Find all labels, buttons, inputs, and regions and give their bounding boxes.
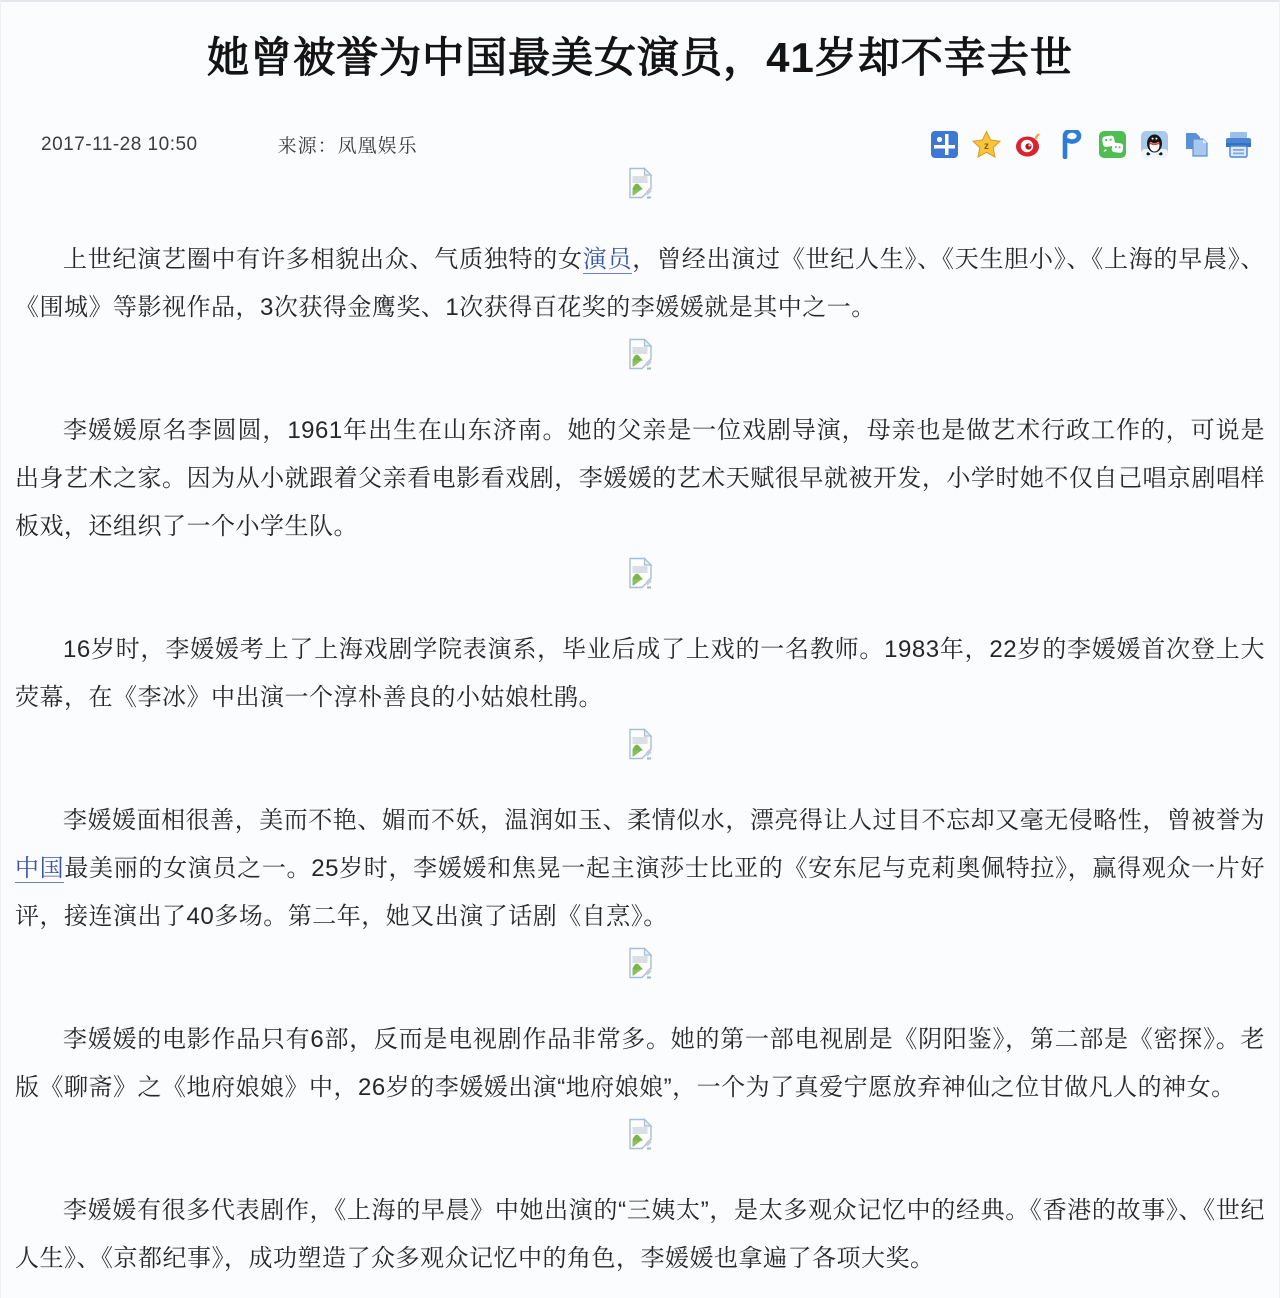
page-title: 她曾被誉为中国最美女演员，41岁却不幸去世: [207, 34, 1073, 81]
broken-image-icon: [627, 947, 654, 980]
copy-link-icon[interactable]: [1182, 130, 1211, 159]
svg-text:z: z: [984, 141, 989, 152]
wechat-icon[interactable]: [1098, 130, 1127, 159]
article-paragraph: 上世纪演艺圈中有许多相貌出众、气质独特的女演员，曾经出演过《世纪人生》、《天生胆小》、《上海的早晨》、《围城》等影视作品，3次获得金鹰奖、1次获得百花奖的李媛媛就是其中之一。: [15, 245, 1265, 321]
article-paragraph: 16岁时，李媛媛考上了上海戏剧学院表演系，毕业后成了上戏的一名教师。1983年，22岁的李媛媛首次登上大荧幕，在《李冰》中出演一个淳朴善良的小姑娘杜鹃。: [15, 635, 1265, 711]
qzone-star-icon[interactable]: [972, 130, 1001, 159]
share-plus-icon[interactable]: [930, 130, 959, 159]
broken-image-icon: [627, 557, 654, 590]
broken-image-icon: [627, 167, 654, 200]
print-icon[interactable]: [1224, 130, 1253, 159]
share-toolbar: [930, 130, 1253, 159]
article-paragraph: 李媛媛原名李圆圆，1961年出生在山东济南。她的父亲是一位戏剧导演，母亲也是做艺术行政工作的，可说是出身艺术之家。因为从小就跟着父亲看电影看戏剧，李媛媛的艺术天赋很早就被开发，小学时她不仅自己唱京剧唱样板戏，还组织了一个小学生队。: [15, 416, 1265, 540]
inline-keyword-link[interactable]: 演员: [582, 245, 633, 273]
article-paragraph: 李媛媛的电影作品只有6部，反而是电视剧作品非常多。她的第一部电视剧是《阴阳鉴》，第二部是《密探》。老版《聊斋》之《地府娘娘》中，26岁的李媛媛出演“地府娘娘”，一个为了真爱宁愿放弃神仙之位甘做凡人的神女。: [15, 1025, 1265, 1101]
meta-row: [41, 129, 1253, 161]
article-paragraph: 李媛媛有很多代表剧作，《上海的早晨》中她出演的“三姨太”，是太多观众记忆中的经典。《香港的故事》、《世纪人生》、《京都纪事》，成功塑造了众多观众记忆中的角色，李媛媛也拿遍了各项大奖。: [15, 1196, 1265, 1272]
inline-keyword-link[interactable]: 中国: [15, 854, 65, 882]
source-label[interactable]: 来源：凤凰娱乐: [277, 136, 418, 157]
publish-date: 2017-11-28 10:50: [41, 133, 198, 155]
broken-image-icon: [627, 728, 654, 761]
broken-image-icon: [627, 338, 654, 371]
broken-image-icon: [627, 1118, 654, 1151]
qq-icon[interactable]: [1140, 130, 1169, 159]
pengyou-icon[interactable]: [1056, 130, 1085, 159]
weibo-icon[interactable]: [1014, 130, 1043, 159]
article-body: [15, 167, 1265, 1283]
article-paragraph: 李媛媛面相很善，美而不艳、媚而不妖，温润如玉、柔情似水，漂亮得让人过目不忘却又毫无侵略性，曾被誉为中国最美丽的女演员之一。25岁时，李媛媛和焦晃一起主演莎士比亚的《安东尼与克莉奥佩特拉》，赢得观众一片好评，接连演出了40多场。第二年，她又出演了话剧《自烹》。: [15, 806, 1265, 930]
